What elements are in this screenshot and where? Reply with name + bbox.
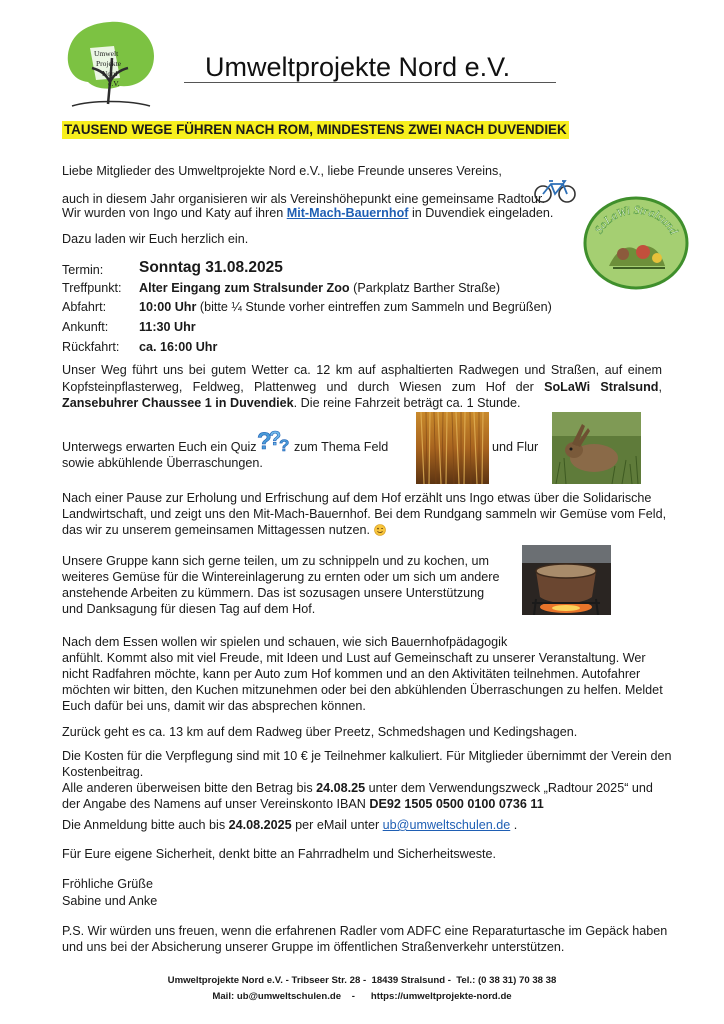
organization-logo: [62, 18, 158, 110]
abfahrt-value: 10:00 Uhr (bitte ¼ Stunde vorher eintreffen zum Sammeln und Begrüßen): [139, 300, 552, 314]
quiz-topic-text: zum Thema Feld: [294, 440, 389, 454]
question-marks-icon: [257, 425, 291, 455]
after-meal-line-5: Euch dafür bei uns, damit wir das absprechen können.: [62, 699, 366, 713]
invitation-sentence: Dazu laden wir Euch herzlich ein.: [62, 232, 249, 246]
termin-value: Sonntag 31.08.2025: [139, 259, 283, 276]
group-line-2: weiteres Gemüse für die Wintereinlagerung zu ernten oder um sich um andere: [62, 570, 500, 584]
svg-text:SoLaWi Stralsund: SoLaWi Stralsund: [591, 202, 682, 237]
route-line-3: Zansebuhrer Chaussee 1 in Duvendiek. Die reine Fahrzeit beträgt ca. 1 Stunde.: [62, 396, 521, 410]
ps-line-2: und uns bei der Absicherung unserer Gruppe im öffentlichen Straßenverkehr unterstützen.: [62, 940, 565, 954]
after-meal-line-2: anfühlt. Kommt also mit viel Freude, mit Ideen und Lust auf Gemeinschaft zu unserer Veranstaltung. Wer: [62, 651, 646, 665]
headline-banner: TAUSEND WEGE FÜHREN NACH ROM, MINDESTENS ZWEI NACH DUVENDIEK: [64, 122, 567, 137]
quiz-text: Unterwegs erwarten Euch ein Quiz: [62, 440, 257, 454]
ankunft-label: Ankunft:: [62, 320, 109, 334]
group-line-3: anstehende Arbeiten zu kümmern. Das ist sozusagen unsere Unterstützung: [62, 586, 485, 600]
pause-line-1: Nach einer Pause zur Erholung und Erfrischung auf dem Hof erzählt uns Ingo etwas über die Solidarische: [62, 491, 652, 505]
intro-line: auch in diesem Jahr organisieren wir als Vereinshöhepunkt eine gemeinsame Radtour.: [62, 192, 546, 206]
termin-label: Termin:: [62, 263, 104, 277]
costs-line-2: Kostenbeitrag.: [62, 765, 144, 779]
quiz-topic-end: und Flur: [492, 440, 539, 454]
svg-text:e.V.: e.V.: [108, 79, 120, 88]
svg-text:Projekte: Projekte: [96, 59, 121, 68]
page-title: Umweltprojekte Nord e.V.: [205, 52, 511, 82]
solawi-stralsund-badge: [583, 196, 689, 290]
greeting-text: Liebe Mitglieder des Umweltprojekte Nord e.V., liebe Freunde unseres Vereins,: [62, 164, 502, 178]
cooking-pot-photo: [522, 545, 611, 615]
ankunft-value: 11:30 Uhr: [139, 320, 196, 334]
footer-address: Umweltprojekte Nord e.V. - Tribseer Str. 28 - 18439 Stralsund - Tel.: (0 38 31) 70 38 38: [167, 975, 557, 986]
costs-line-1: Die Kosten für die Verpflegung sind mit 10 € je Teilnehmer kalkuliert. Für Mitglieder übernimmt der Verein den: [62, 749, 672, 763]
pause-line-3: das wir zu unserem gemeinsamen Mittagessen nutzen.: [62, 522, 386, 539]
iban-line: der Angabe des Namens auf unser Vereinskonto IBAN DE92 1505 0500 0100 0736 11: [62, 797, 544, 811]
bicycle-icon: [534, 178, 576, 204]
winking-smiley-icon: [374, 524, 386, 536]
svg-text:?: ?: [279, 436, 290, 455]
wheat-field-photo: [416, 412, 489, 484]
hare-photo: [552, 412, 641, 484]
costs-line-3: Alle anderen überweisen bitte den Betrag bis 24.08.25 unter dem Verwendungszweck „Radtour 2025“ und: [62, 781, 653, 795]
route-line-1: Unser Weg führt uns bei gutem Wetter ca. 12 km auf asphaltierten Radwegen und Straßen, auf einem: [62, 363, 662, 377]
registration-line: Die Anmeldung bitte auch bis 24.08.2025 per eMail unter ub@umweltschulen.de .: [62, 818, 518, 832]
return-route-text: Zurück geht es ca. 13 km auf dem Radweg über Preetz, Schmedshagen und Kedingshagen.: [62, 725, 578, 739]
abfahrt-label: Abfahrt:: [62, 300, 107, 314]
footer: [0, 973, 724, 1005]
rueckfahrt-label: Rückfahrt:: [62, 340, 120, 354]
ps-line-1: P.S. Wir würden uns freuen, wenn die erfahrenen Radler vom ADFC eine Reparaturtasche im Gepäck haben: [62, 924, 668, 938]
closing-greeting: Fröhliche Grüße: [62, 877, 153, 891]
after-meal-line-3: nicht Radfahren möchte, kann per Auto zum Hof kommen und an den Aktivitäten teilnehmen. Autofahrer: [62, 667, 641, 681]
treffpunkt-label: Treffpunkt:: [62, 281, 122, 295]
email-link[interactable]: ub@umweltschulen.de: [382, 818, 511, 832]
group-line-1: Unsere Gruppe kann sich gerne teilen, um zu schnippeln und zu kochen, um: [62, 554, 490, 568]
rueckfahrt-value: ca. 16:00 Uhr: [139, 340, 218, 354]
svg-text:Umwelt: Umwelt: [94, 49, 119, 58]
after-meal-line-4: möchten wir bitten, den Kuchen mitzunehmen oder bei den abkühlenden Überraschungen zu helfen. Meldet: [62, 683, 663, 697]
mit-mach-bauernhof-link[interactable]: Mit-Mach-Bauernhof: [286, 206, 409, 220]
pause-line-2: Landwirtschaft, und zeigt uns den Mit-Mach-Bauernhof. Bei dem Rundgang sammeln wir Gemüse vom Feld,: [62, 507, 667, 521]
closing-names: Sabine und Anke: [62, 894, 158, 908]
svg-text:?: ?: [269, 428, 282, 450]
invitation-line: Wir wurden von Ingo und Katy auf ihren Mit-Mach-Bauernhof in Duvendiek eingeladen.: [62, 206, 554, 220]
group-line-4: und Danksagung für diesen Tag auf dem Hof.: [62, 602, 316, 616]
svg-text:?: ?: [257, 428, 272, 455]
treffpunkt-value: Alter Eingang zum Stralsunder Zoo (Parkplatz Barther Straße): [139, 281, 501, 295]
svg-text:Nord: Nord: [102, 69, 118, 78]
title-underline: [184, 82, 556, 83]
footer-contact: Mail: ub@umweltschulen.de - https://umweltprojekte-nord.de: [212, 991, 512, 1002]
surprises-text: sowie abkühlende Überraschungen.: [62, 456, 263, 470]
after-meal-line-1: Nach dem Essen wollen wir spielen und schauen, wie sich Bauernhofpädagogik: [62, 635, 508, 649]
safety-text: Für Eure eigene Sicherheit, denkt bitte an Fahrradhelm und Sicherheitsweste.: [62, 847, 497, 861]
route-line-2: Kopfsteinpflasterweg, Feldweg, Plattenweg und durch Wiesen zum Hof der SoLaWi Stralsund,: [62, 380, 662, 394]
